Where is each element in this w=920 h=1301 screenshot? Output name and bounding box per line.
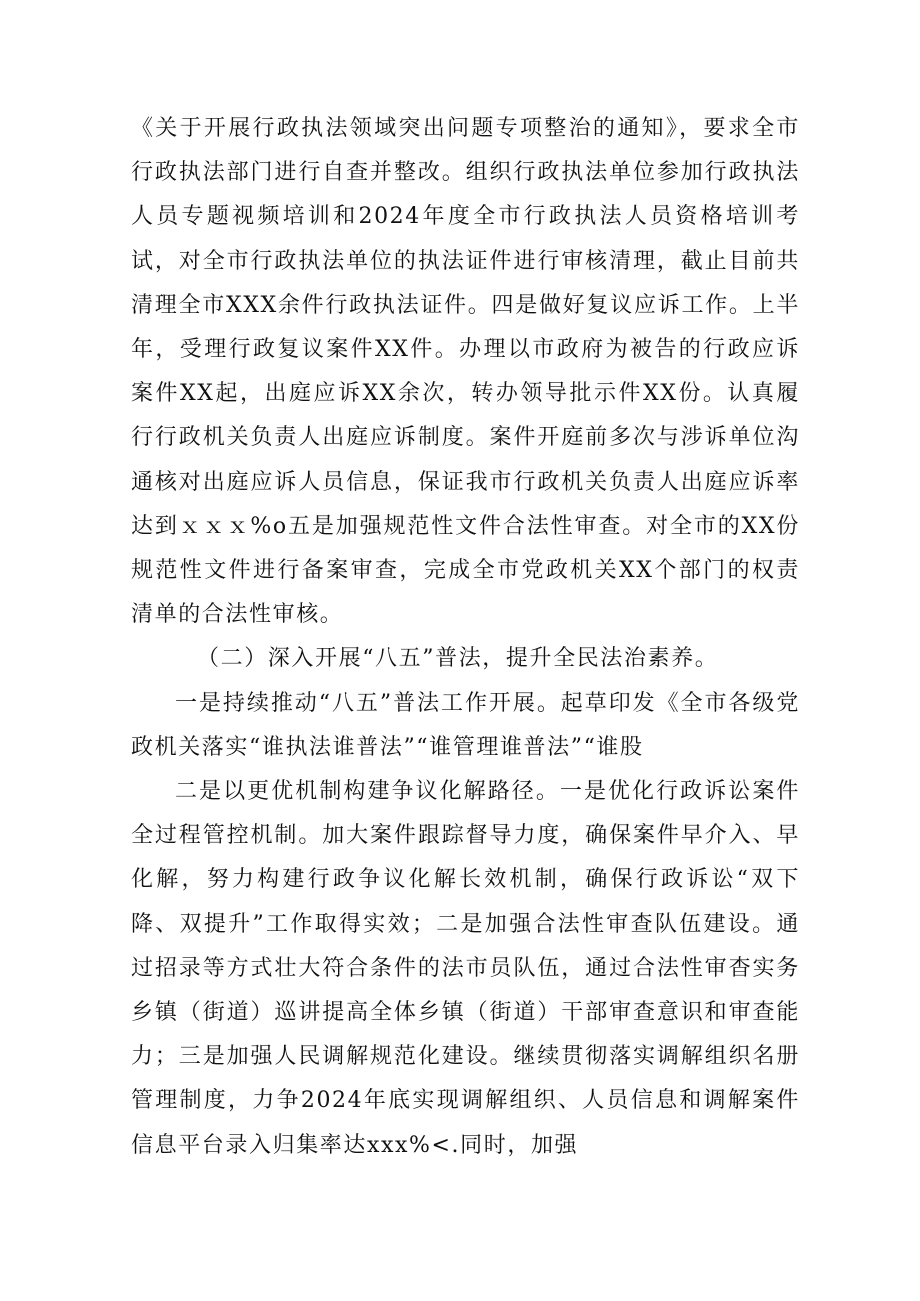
paragraph-law-popularization: 一是持续推动“八五”普法工作开展。起草印发《全市各级党政机关落实“谁执法谁普法”“谁管理谁普法”“谁股 [131, 690, 800, 760]
section-heading-legal-education: （二）深入开展“八五”普法，提升全民法治素养。 [197, 646, 719, 672]
paragraph-enforcement-review: 《关于开展行政执法领域突出问题专项整治的通知》，要求全市行政执法部门进行自查并整改。组织行政执法单位参加行政执法人员专题视频培训和2024年度全市行政执法人员资格培训考试，对全市行政执法单位的执法证件进行审核清理，截止目前共清理全市XXX余件行政执法证件。四是做好复议应诉工作。上半年，受理行政复议案件XX件。办理以市政府为被告的行政应诉案件XX起，出庭应诉XX余次，转办领导批示件XX份。认真履行行政机关负责人出庭应诉制度。案件开庭前多次与涉诉单位沟通核对出庭应诉人员信息，保证我市行政机关负责人出庭应诉率达到ｘｘｘ%o五是加强规范性文件合法性审查。对全市的XX份规范性文件进行备案审查，完成全市党政机关XX个部门的权责清单的合法性审核。 [131, 116, 800, 628]
paragraph-dispute-resolution: 二是以更优机制构建争议化解路径。一是优化行政诉讼案件全过程管控机制。加大案件跟踪督导力度，确保案件早介入、早化解，努力构建行政争议化解长效机制，确保行政诉讼“双下降、双提升”工作取得实效；二是加强合法性审查队伍建设。通过招录等方式壮大符合条件的法市员队伍，通过合法性审杳实务乡镇（街道）巡讲提高全体乡镇（街道）干部审查意识和审查能力；三是加强人民调解规范化建设。继续贯彻落实调解组织名册管理制度，力争2024年底实现调解组织、人员信息和调解案件信息平台录入归集率达xxx%<.同时，加强 [131, 779, 800, 1158]
